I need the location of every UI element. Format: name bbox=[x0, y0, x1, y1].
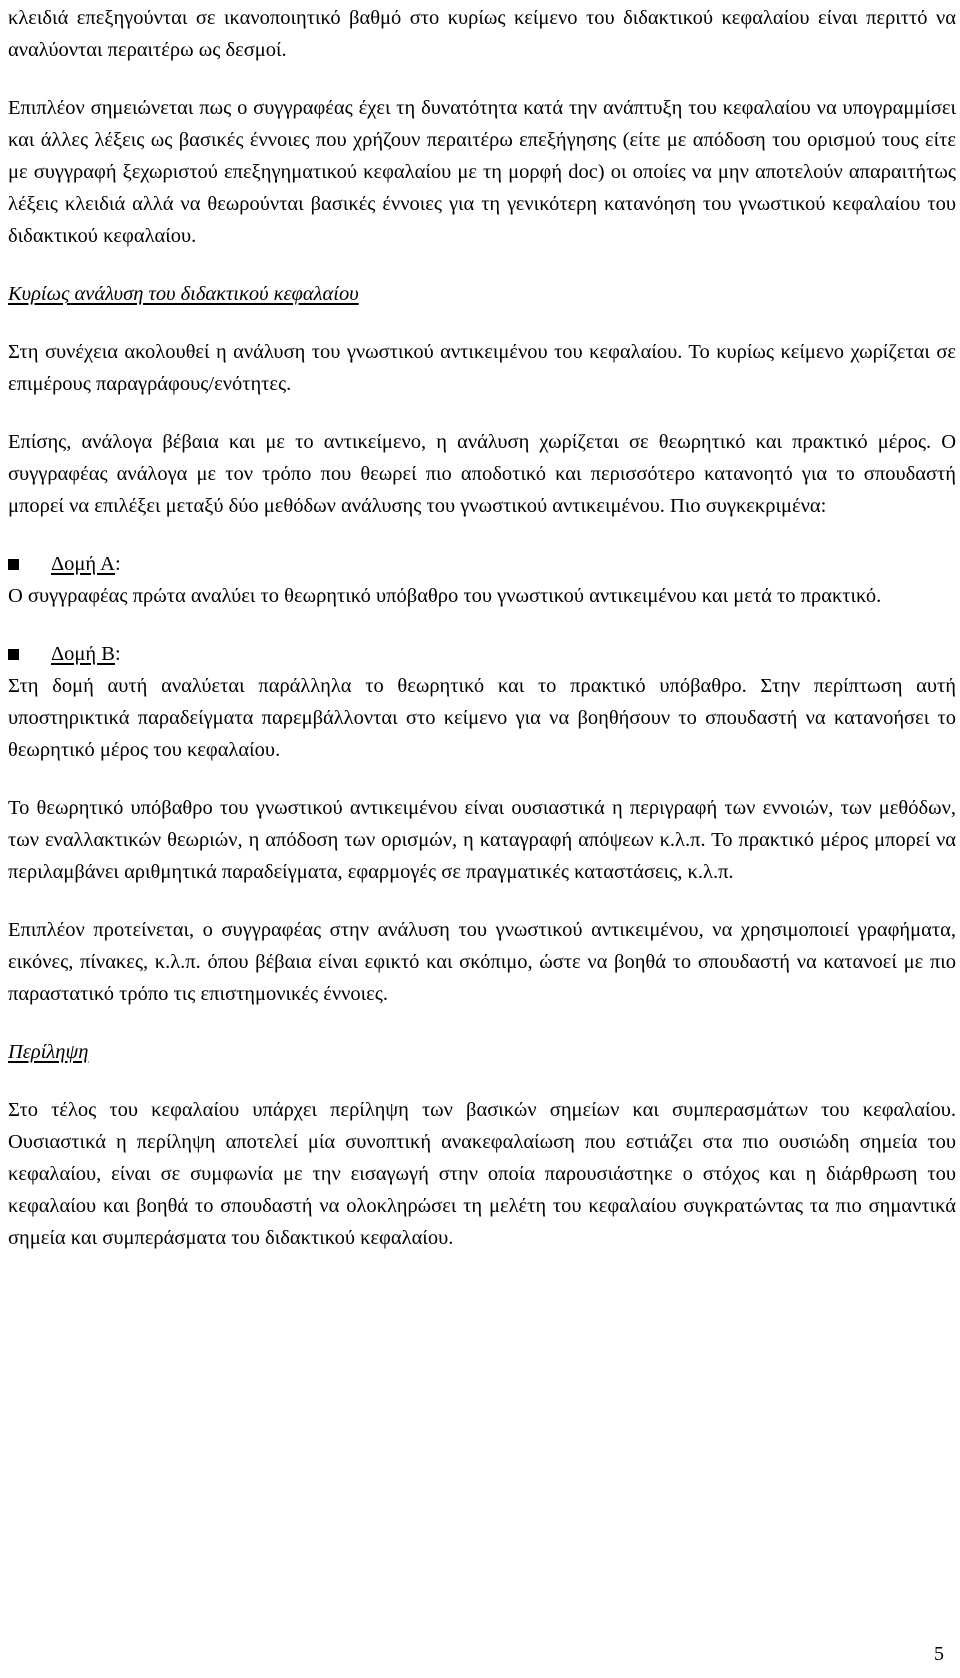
paragraph-summary: Στο τέλος του κεφαλαίου υπάρχει περίληψη των βασικών σημείων και συμπερασμάτων του κεφαλαίου. Ουσιαστικά η περίληψη αποτελεί μία συνοπτική ανακεφαλαίωση που εστιάζει στα πιο ουσιώδη σημεία του κεφαλαίου, είναι σε συμφωνία με την εισαγωγή στην οποία παρουσιάστηκε ο στόχος και η διάρθρωση του κεφαλαίου και βοηθά το σπουδαστή να ολοκληρώσει τη μελέτη του κεφαλαίου συγκρατώντας τα πιο σημαντικά σημεία και συμπεράσματα του διδακτικού κεφαλαίου. bbox=[8, 1099, 956, 1249]
paragraph-visual-aids: Επιπλέον προτείνεται, ο συγγραφέας στην ανάλυση του γνωστικού αντικειμένου, να χρησιμοποιεί γραφήματα, εικόνες, πίνακες, κ.λ.π. όπου βέβαια είναι εφικτό και σκόπιμο, ώστε να βοηθά το σπουδαστή να κατανοεί με πιο παραστατικό τρόπο τις επιστημονικές έννοιες. bbox=[8, 919, 956, 1005]
structure-a-description: Ο συγγραφέας πρώτα αναλύει το θεωρητικό υπόβαθρο του γνωστικού αντικειμένου και μετά το πρακτικό. bbox=[8, 585, 882, 607]
structure-a-item bbox=[8, 548, 956, 580]
structure-b-colon: : bbox=[114, 643, 121, 665]
structure-b-title: Δομή Β bbox=[51, 643, 115, 665]
paragraph-keywords-continued: κλειδιά επεξηγούνται σε ικανοποιητικό βαθμό στο κυρίως κείμενο του διδακτικού κεφαλαίου είναι περιττό να αναλύονται περαιτέρω ως δεσμοί. bbox=[8, 7, 956, 61]
square-bullet-icon bbox=[8, 559, 19, 570]
structure-a-label bbox=[51, 548, 121, 580]
heading-main-analysis: Κυρίως ανάλυση του διδακτικού κεφαλαίου bbox=[8, 283, 359, 305]
structure-b-description: Στη δομή αυτή αναλύεται παράλληλα το θεωρητικό και το πρακτικό υπόβαθρο. Στην περίπτωση αυτή υποστηρικτικά παραδείγματα παρεμβάλλονται στο κείμενο για να βοηθήσουν το σπουδαστή να κατανοήσει το θεωρητικό μέρος του κεφαλαίου. bbox=[8, 675, 956, 761]
heading-summary: Περίληψη bbox=[8, 1041, 89, 1063]
paragraph-additional-terms: Επιπλέον σημειώνεται πως ο συγγραφέας έχει τη δυνατότητα κατά την ανάπτυξη του κεφαλαίου να υπογραμμίσει και άλλες λέξεις ως βασικές έννοιες που χρήζουν περαιτέρω επεξήγησης (είτε με απόδοση του ορισμού τους είτε με συγγραφή ξεχωριστού επεξηγηματικού κεφαλαίου με τη μορφή doc) οι οποίες να μην αποτελούν απαραιτήτως λέξεις κλειδιά αλλά να θεωρούνται βασικές έννοιες για τη γενικότερη κατανόηση του γνωστικού κεφαλαίου του διδακτικού κεφαλαίου. bbox=[8, 97, 956, 247]
page-content bbox=[8, 0, 956, 1254]
structure-a-colon: : bbox=[114, 553, 121, 575]
paragraph-analysis-intro: Στη συνέχεια ακολουθεί η ανάλυση του γνωστικού αντικειμένου του κεφαλαίου. Το κυρίως κείμενο χωρίζεται σε επιμέρους παραγράφους/ενότητες. bbox=[8, 341, 956, 395]
square-bullet-icon bbox=[8, 649, 19, 660]
paragraph-theory-practice: Το θεωρητικό υπόβαθρο του γνωστικού αντικειμένου είναι ουσιαστικά η περιγραφή των εννοιών, των μεθόδων, των εναλλακτικών θεωριών, η απόδοση των ορισμών, η καταγραφή απόψεων κ.λ.π. Το πρακτικό μέρος μπορεί να περιλαμβάνει αριθμητικά παραδείγματα, εφαρμογές σε πραγματικές καταστάσεις, κ.λ.π. bbox=[8, 797, 956, 883]
structure-a-title: Δομή Α bbox=[51, 553, 115, 575]
page-number: 5 bbox=[934, 1643, 944, 1665]
structure-b-item bbox=[8, 638, 956, 670]
paragraph-analysis-methods: Επίσης, ανάλογα βέβαια και με το αντικείμενο, η ανάλυση χωρίζεται σε θεωρητικό και πρακτικό μέρος. Ο συγγραφέας ανάλογα με τον τρόπο που θεωρεί πιο αποδοτικό και περισσότερο κατανοητό για το σπουδαστή μπορεί να επιλέξει μεταξύ δύο μεθόδων ανάλυσης του γνωστικού αντικειμένου. Πιο συγκεκριμένα: bbox=[8, 431, 956, 517]
structure-b-label bbox=[51, 638, 121, 670]
